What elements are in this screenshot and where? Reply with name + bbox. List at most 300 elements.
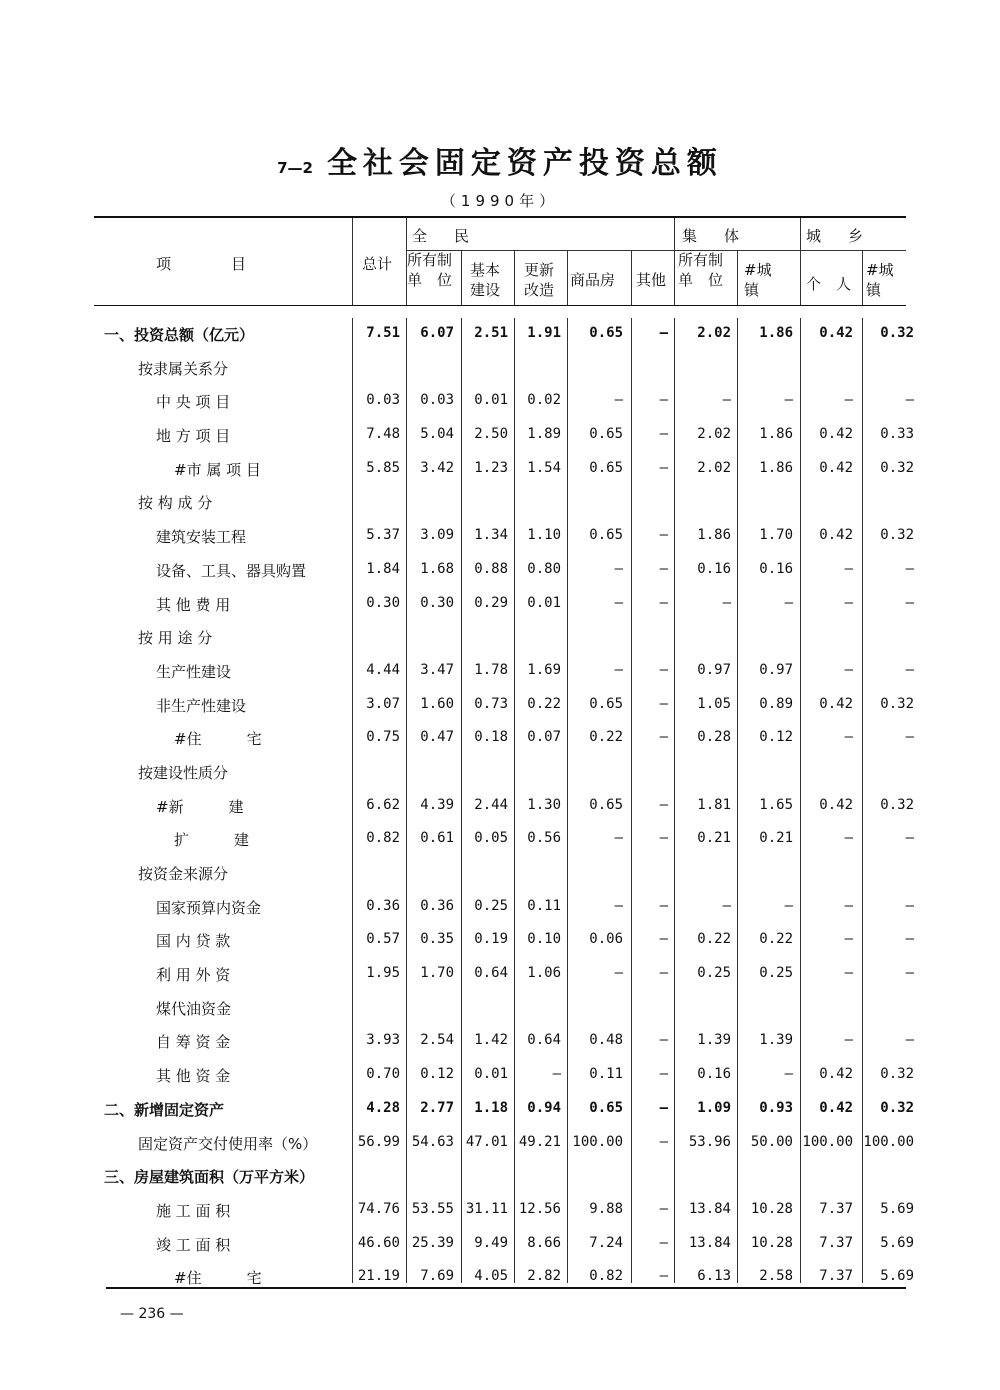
row-label: 自 筹 资 金 bbox=[156, 1033, 231, 1052]
cell-value: — bbox=[659, 695, 668, 712]
cell-value: 0.93 bbox=[759, 1099, 793, 1116]
cell-value: 0.65 bbox=[589, 1099, 623, 1116]
cell-value: 0.32 bbox=[880, 527, 914, 544]
cell-value: 0.88 bbox=[474, 560, 508, 577]
cell-value: 7.48 bbox=[366, 426, 400, 443]
cell-value: 0.32 bbox=[880, 796, 914, 813]
cell-value: 0.65 bbox=[589, 695, 623, 712]
cell-value: 13.84 bbox=[688, 1200, 731, 1217]
cell-value: — bbox=[905, 931, 914, 948]
cell-value: 0.32 bbox=[880, 1066, 914, 1083]
cell-value: 1.34 bbox=[474, 527, 508, 544]
header-divider bbox=[737, 250, 738, 305]
cell-value: 0.12 bbox=[420, 1066, 454, 1083]
table-row bbox=[94, 756, 906, 790]
cell-value: 1.95 bbox=[366, 965, 400, 982]
row-label: 按 用 途 分 bbox=[138, 629, 213, 648]
cell-value: 0.75 bbox=[366, 729, 400, 746]
table-row bbox=[94, 419, 914, 453]
row-label: #市 属 项 目 bbox=[174, 460, 261, 479]
cell-value: — bbox=[659, 1133, 668, 1150]
header-commercial: 商品房 bbox=[570, 271, 616, 289]
cell-value: — bbox=[722, 897, 731, 914]
cell-value: — bbox=[659, 661, 668, 678]
cell-value: 0.01 bbox=[474, 392, 508, 409]
cell-value: 3.07 bbox=[366, 695, 400, 712]
cell-value: 7.24 bbox=[589, 1234, 623, 1251]
header-subrule bbox=[674, 250, 800, 251]
table-title-text: 全社会固定资产投资总额 bbox=[326, 146, 723, 181]
cell-value: 21.19 bbox=[357, 1268, 400, 1285]
table-row bbox=[94, 554, 914, 588]
cell-value: 0.21 bbox=[697, 830, 731, 847]
cell-value: 0.06 bbox=[589, 931, 623, 948]
cell-value: — bbox=[905, 729, 914, 746]
cell-value: 25.39 bbox=[411, 1234, 454, 1251]
table-row bbox=[94, 1025, 914, 1059]
row-label: 按建设性质分 bbox=[138, 763, 229, 782]
cell-value: 7.37 bbox=[819, 1268, 853, 1285]
cell-value: 3.93 bbox=[366, 1032, 400, 1049]
cell-value: 1.91 bbox=[527, 325, 561, 341]
cell-value: 0.18 bbox=[474, 729, 508, 746]
header-capital: 基本建设 bbox=[470, 261, 501, 299]
table-row bbox=[94, 318, 914, 352]
header-subrule bbox=[406, 250, 674, 251]
cell-value: 0.42 bbox=[819, 1099, 853, 1116]
cell-value: — bbox=[722, 392, 731, 409]
cell-value: 1.39 bbox=[697, 1032, 731, 1049]
cell-value: — bbox=[659, 560, 668, 577]
cell-value: 0.21 bbox=[759, 830, 793, 847]
cell-value: 2.58 bbox=[759, 1268, 793, 1285]
table-row bbox=[94, 453, 914, 487]
cell-value: 0.42 bbox=[819, 1066, 853, 1083]
cell-value: — bbox=[659, 594, 668, 611]
cell-value: — bbox=[844, 661, 853, 678]
cell-value: — bbox=[614, 661, 623, 678]
cell-value: 0.16 bbox=[697, 560, 731, 577]
cell-value: — bbox=[614, 965, 623, 982]
cell-value: 5.69 bbox=[880, 1200, 914, 1217]
table-row bbox=[94, 823, 914, 857]
cell-value: 0.57 bbox=[366, 931, 400, 948]
cell-value: 4.05 bbox=[474, 1268, 508, 1285]
cell-value: 0.16 bbox=[697, 1066, 731, 1083]
cell-value: 5.37 bbox=[366, 527, 400, 544]
cell-value: — bbox=[905, 392, 914, 409]
cell-value: 0.12 bbox=[759, 729, 793, 746]
cell-value: 100.00 bbox=[572, 1133, 623, 1150]
cell-value: 1.86 bbox=[759, 426, 793, 443]
table-row bbox=[94, 385, 914, 419]
cell-value: — bbox=[844, 897, 853, 914]
cell-value: 2.02 bbox=[697, 426, 731, 443]
cell-value: — bbox=[844, 594, 853, 611]
cell-value: 3.47 bbox=[420, 661, 454, 678]
row-label: 一、投资总额（亿元） bbox=[104, 326, 255, 344]
cell-value: 2.82 bbox=[527, 1268, 561, 1285]
header-collective-owned: 所有制单 位 bbox=[678, 251, 724, 289]
cell-value: — bbox=[905, 830, 914, 847]
cell-value: 2.77 bbox=[420, 1099, 454, 1116]
cell-value: 0.11 bbox=[527, 897, 561, 914]
cell-value: 0.42 bbox=[819, 325, 853, 341]
cell-value: 4.39 bbox=[420, 796, 454, 813]
row-label: 利 用 外 资 bbox=[156, 966, 231, 985]
row-label: 国 内 贷 款 bbox=[156, 932, 231, 951]
cell-value: — bbox=[659, 1032, 668, 1049]
cell-value: 0.82 bbox=[366, 830, 400, 847]
cell-value: 7.37 bbox=[819, 1234, 853, 1251]
cell-value: 0.32 bbox=[880, 1099, 914, 1116]
cell-value: 0.80 bbox=[527, 560, 561, 577]
cell-value: — bbox=[614, 560, 623, 577]
cell-value: 0.42 bbox=[819, 796, 853, 813]
table-row bbox=[94, 790, 914, 824]
cell-value: 0.30 bbox=[366, 594, 400, 611]
cell-value: 0.35 bbox=[420, 931, 454, 948]
cell-value: 0.65 bbox=[589, 527, 623, 544]
header-urban-towns: #城 镇 bbox=[744, 261, 787, 299]
cell-value: — bbox=[659, 965, 668, 982]
cell-value: 2.44 bbox=[474, 796, 508, 813]
cell-value: 1.54 bbox=[527, 459, 561, 476]
cell-value: — bbox=[659, 897, 668, 914]
row-label: 设备、工具、器具购置 bbox=[156, 561, 307, 580]
table-row bbox=[94, 992, 906, 1026]
header-collective: 集 体 bbox=[682, 227, 746, 245]
cell-value: 0.25 bbox=[759, 965, 793, 982]
cell-value: — bbox=[905, 661, 914, 678]
cell-value: 54.63 bbox=[411, 1133, 454, 1150]
cell-value: 0.25 bbox=[474, 897, 508, 914]
cell-value: 9.88 bbox=[589, 1200, 623, 1217]
cell-value: — bbox=[659, 729, 668, 746]
cell-value: 53.55 bbox=[411, 1200, 454, 1217]
cell-value: — bbox=[659, 830, 668, 847]
cell-value: 0.42 bbox=[819, 426, 853, 443]
header-state: 全 民 bbox=[412, 227, 476, 245]
cell-value: — bbox=[659, 426, 668, 443]
header-item: 项 目 bbox=[156, 255, 247, 273]
table-row bbox=[94, 1127, 914, 1161]
cell-value: 56.99 bbox=[357, 1133, 400, 1150]
cell-value: 12.56 bbox=[518, 1200, 561, 1217]
cell-value: — bbox=[722, 594, 731, 611]
cell-value: 7.51 bbox=[366, 325, 400, 341]
cell-value: 0.64 bbox=[527, 1032, 561, 1049]
cell-value: 0.33 bbox=[880, 426, 914, 443]
cell-value: 7.69 bbox=[420, 1268, 454, 1285]
cell-value: 1.68 bbox=[420, 560, 454, 577]
row-label: 建筑安装工程 bbox=[156, 528, 247, 547]
cell-value: 100.00 bbox=[802, 1133, 853, 1150]
cell-value: — bbox=[659, 931, 668, 948]
table-row bbox=[94, 1093, 914, 1127]
cell-value: 7.37 bbox=[819, 1200, 853, 1217]
cell-value: 0.29 bbox=[474, 594, 508, 611]
cell-value: 4.44 bbox=[366, 661, 400, 678]
cell-value: 0.16 bbox=[759, 560, 793, 577]
cell-value: 10.28 bbox=[750, 1234, 793, 1251]
cell-value: 0.61 bbox=[420, 830, 454, 847]
cell-value: — bbox=[905, 594, 914, 611]
header-state-owned: 所有制单 位 bbox=[407, 251, 453, 289]
cell-value: 0.97 bbox=[697, 661, 731, 678]
cell-value: — bbox=[659, 527, 668, 544]
cell-value: 2.50 bbox=[474, 426, 508, 443]
cell-value: 1.65 bbox=[759, 796, 793, 813]
cell-value: — bbox=[844, 729, 853, 746]
row-label: #住 宅 bbox=[174, 730, 262, 749]
cell-value: 0.07 bbox=[527, 729, 561, 746]
cell-value: 0.64 bbox=[474, 965, 508, 982]
header-divider bbox=[567, 250, 568, 305]
cell-value: — bbox=[659, 1234, 668, 1251]
cell-value: 53.96 bbox=[688, 1133, 731, 1150]
row-label: 生产性建设 bbox=[156, 662, 232, 681]
cell-value: 10.28 bbox=[750, 1200, 793, 1217]
cell-value: 1.86 bbox=[759, 325, 793, 341]
cell-value: — bbox=[614, 594, 623, 611]
cell-value: 31.11 bbox=[465, 1200, 508, 1217]
row-label: 中 央 项 目 bbox=[156, 393, 231, 412]
table-subtitle: （1990年） bbox=[440, 192, 560, 210]
cell-value: 0.65 bbox=[589, 796, 623, 813]
cell-value: 74.76 bbox=[357, 1200, 400, 1217]
cell-value: 100.00 bbox=[863, 1133, 914, 1150]
cell-value: — bbox=[905, 897, 914, 914]
cell-value: 50.00 bbox=[750, 1133, 793, 1150]
table-row bbox=[94, 924, 914, 958]
cell-value: 46.60 bbox=[357, 1234, 400, 1251]
cell-value: — bbox=[844, 392, 853, 409]
cell-value: 1.69 bbox=[527, 661, 561, 678]
cell-value: 1.42 bbox=[474, 1032, 508, 1049]
cell-value: 1.18 bbox=[474, 1099, 508, 1116]
cell-value: 0.47 bbox=[420, 729, 454, 746]
cell-value: — bbox=[905, 560, 914, 577]
cell-value: 49.21 bbox=[518, 1133, 561, 1150]
cell-value: 5.04 bbox=[420, 426, 454, 443]
table-row bbox=[94, 588, 914, 622]
cell-value: 0.01 bbox=[527, 594, 561, 611]
cell-value: 1.30 bbox=[527, 796, 561, 813]
table-body bbox=[94, 318, 914, 1295]
header-total: 总计 bbox=[362, 255, 393, 273]
row-label: 按资金来源分 bbox=[138, 865, 229, 883]
row-label: #新 建 bbox=[156, 797, 244, 816]
cell-value: — bbox=[844, 1032, 853, 1049]
cell-value: 1.86 bbox=[759, 459, 793, 476]
cell-value: 0.42 bbox=[819, 527, 853, 544]
cell-value: 1.70 bbox=[420, 965, 454, 982]
cell-value: 1.81 bbox=[697, 796, 731, 813]
row-label: 按 构 成 分 bbox=[138, 494, 213, 513]
cell-value: — bbox=[659, 796, 668, 813]
table-row bbox=[94, 486, 906, 520]
page-number: — 236 — bbox=[120, 1306, 184, 1322]
table-number: 7—2 bbox=[277, 159, 313, 177]
cell-value: — bbox=[659, 1066, 668, 1083]
cell-value: 0.56 bbox=[527, 830, 561, 847]
cell-value: — bbox=[784, 594, 793, 611]
row-label: 固定资产交付使用率（%） bbox=[138, 1134, 318, 1153]
row-label: #住 宅 bbox=[174, 1269, 262, 1288]
table-row bbox=[94, 891, 914, 925]
cell-value: 5.85 bbox=[366, 459, 400, 476]
header-divider bbox=[631, 250, 632, 305]
cell-value: 0.32 bbox=[880, 695, 914, 712]
cell-value: 1.70 bbox=[759, 527, 793, 544]
cell-value: 1.05 bbox=[697, 695, 731, 712]
cell-value: 0.65 bbox=[589, 426, 623, 443]
cell-value: 0.32 bbox=[880, 459, 914, 476]
cell-value: 1.86 bbox=[697, 527, 731, 544]
cell-value: 0.94 bbox=[527, 1099, 561, 1116]
row-label: 三、房屋建筑面积（万平方米） bbox=[104, 1168, 315, 1187]
table-row bbox=[94, 1194, 914, 1228]
cell-value: 0.05 bbox=[474, 830, 508, 847]
table-header bbox=[94, 218, 906, 305]
cell-value: — bbox=[659, 1200, 668, 1217]
table-row bbox=[94, 958, 914, 992]
cell-value: — bbox=[784, 392, 793, 409]
table-row bbox=[94, 722, 914, 756]
row-label: 地 方 项 目 bbox=[156, 427, 231, 446]
cell-value: — bbox=[784, 897, 793, 914]
cell-value: — bbox=[614, 897, 623, 914]
cell-value: 5.69 bbox=[880, 1234, 914, 1251]
cell-value: 2.02 bbox=[697, 459, 731, 476]
cell-value: — bbox=[659, 325, 668, 341]
bottom-rule bbox=[106, 1287, 906, 1289]
cell-value: 0.30 bbox=[420, 594, 454, 611]
cell-value: 0.82 bbox=[589, 1268, 623, 1285]
cell-value: 0.22 bbox=[759, 931, 793, 948]
row-label: 非生产性建设 bbox=[156, 696, 247, 715]
cell-value: 0.42 bbox=[819, 459, 853, 476]
cell-value: 47.01 bbox=[465, 1133, 508, 1150]
row-label: 竣 工 面 积 bbox=[156, 1235, 231, 1254]
cell-value: 0.48 bbox=[589, 1032, 623, 1049]
cell-value: 0.36 bbox=[420, 897, 454, 914]
header-rule bbox=[94, 305, 906, 306]
header-individual: 个 人 bbox=[806, 275, 852, 293]
row-label: 按隶属关系分 bbox=[138, 359, 229, 378]
header-urban-towns-2: #城镇 bbox=[866, 261, 894, 299]
cell-value: 1.06 bbox=[527, 965, 561, 982]
cell-value: 0.70 bbox=[366, 1066, 400, 1083]
cell-value: — bbox=[784, 1066, 793, 1083]
cell-value: 6.07 bbox=[420, 325, 454, 341]
table-row bbox=[94, 1160, 906, 1194]
cell-value: 8.66 bbox=[527, 1234, 561, 1251]
table-row bbox=[94, 352, 906, 386]
cell-value: — bbox=[659, 459, 668, 476]
header-other: 其他 bbox=[636, 271, 667, 289]
header-divider bbox=[674, 218, 675, 305]
cell-value: 0.73 bbox=[474, 695, 508, 712]
cell-value: 0.02 bbox=[527, 392, 561, 409]
cell-value: — bbox=[905, 1032, 914, 1049]
cell-value: — bbox=[844, 931, 853, 948]
cell-value: — bbox=[614, 392, 623, 409]
table-row bbox=[94, 1261, 914, 1295]
header-subrule bbox=[800, 250, 906, 251]
cell-value: 1.89 bbox=[527, 426, 561, 443]
cell-value: — bbox=[659, 1099, 668, 1116]
cell-value: — bbox=[552, 1066, 561, 1083]
cell-value: — bbox=[844, 965, 853, 982]
cell-value: — bbox=[659, 392, 668, 409]
cell-value: 0.22 bbox=[589, 729, 623, 746]
cell-value: — bbox=[614, 830, 623, 847]
cell-value: 0.65 bbox=[589, 459, 623, 476]
cell-value: 3.09 bbox=[420, 527, 454, 544]
cell-value: 0.28 bbox=[697, 729, 731, 746]
cell-value: 1.09 bbox=[697, 1099, 731, 1116]
row-label: 施 工 面 积 bbox=[156, 1201, 231, 1220]
cell-value: 0.32 bbox=[880, 325, 914, 341]
cell-value: — bbox=[844, 830, 853, 847]
cell-value: 6.62 bbox=[366, 796, 400, 813]
table-row bbox=[94, 655, 914, 689]
cell-value: 6.13 bbox=[697, 1268, 731, 1285]
cell-value: 1.78 bbox=[474, 661, 508, 678]
header-rural: 城 乡 bbox=[806, 227, 870, 245]
row-label: 扩 建 bbox=[174, 831, 250, 850]
cell-value: 0.42 bbox=[819, 695, 853, 712]
table-row bbox=[94, 1059, 914, 1093]
cell-value: 9.49 bbox=[474, 1234, 508, 1251]
row-label: 其 他 资 金 bbox=[156, 1067, 231, 1086]
cell-value: — bbox=[659, 1268, 668, 1285]
row-label: 煤代油资金 bbox=[156, 999, 232, 1018]
cell-value: 0.22 bbox=[697, 931, 731, 948]
cell-value: — bbox=[844, 560, 853, 577]
header-divider bbox=[514, 250, 515, 305]
header-divider bbox=[461, 250, 462, 305]
cell-value: 1.60 bbox=[420, 695, 454, 712]
cell-value: 1.23 bbox=[474, 459, 508, 476]
cell-value: 0.89 bbox=[759, 695, 793, 712]
cell-value: 0.10 bbox=[527, 931, 561, 948]
cell-value: 0.25 bbox=[697, 965, 731, 982]
table-row bbox=[94, 621, 906, 655]
header-divider bbox=[406, 218, 407, 305]
cell-value: 4.28 bbox=[366, 1099, 400, 1116]
cell-value: 0.01 bbox=[474, 1066, 508, 1083]
cell-value: 3.42 bbox=[420, 459, 454, 476]
cell-value: 0.03 bbox=[366, 392, 400, 409]
cell-value: 1.84 bbox=[366, 560, 400, 577]
cell-value: 0.22 bbox=[527, 695, 561, 712]
row-label: 二、新增固定资产 bbox=[104, 1100, 225, 1119]
cell-value: 13.84 bbox=[688, 1234, 731, 1251]
header-divider bbox=[862, 250, 863, 305]
cell-value: 5.69 bbox=[880, 1268, 914, 1285]
cell-value: 1.39 bbox=[759, 1032, 793, 1049]
cell-value: 0.19 bbox=[474, 931, 508, 948]
row-label: 其 他 费 用 bbox=[156, 595, 231, 614]
header-renovation: 更新改造 bbox=[524, 261, 555, 299]
table-row bbox=[94, 520, 914, 554]
table-row bbox=[94, 1228, 914, 1262]
cell-value: — bbox=[905, 965, 914, 982]
cell-value: 2.51 bbox=[474, 325, 508, 341]
